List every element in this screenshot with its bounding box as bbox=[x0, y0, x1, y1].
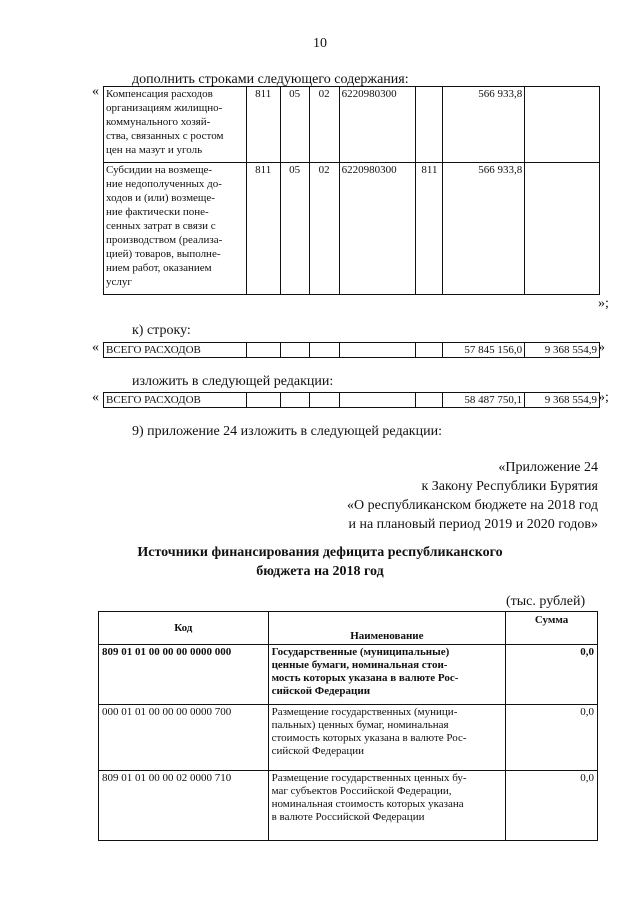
appendix-line-1: «Приложение 24 bbox=[498, 460, 598, 475]
total-label: ВСЕГО РАСХОДОВ bbox=[104, 393, 247, 408]
section-cell: 05 bbox=[280, 163, 309, 295]
budget-rows-table bbox=[103, 86, 600, 295]
code-cell: 809 01 01 00 00 00 0000 000 bbox=[99, 645, 269, 705]
subsection-cell: 02 bbox=[309, 163, 339, 295]
row-name-cell: Субсидии на возмеще- ние недополученных до- ходов и (или) возмеще- ние фактически поне- сенных затрат в связи с производством (реализа- цией) товаров, выполне- нием работ, оказанием услуг bbox=[104, 163, 247, 295]
appendix-line-4: и на плановый период 2019 и 2020 годов» bbox=[348, 517, 598, 532]
name-cell: Размещение государственных ценных бу- маг субъектов Российской Федерации, номинальная стоимость которых указана в валюте Российской Федерации bbox=[268, 771, 506, 841]
table-row bbox=[104, 343, 600, 358]
appendix-line-3: «О республиканском бюджете на 2018 год bbox=[347, 498, 598, 513]
table-row bbox=[99, 771, 598, 841]
open-quote: « bbox=[92, 390, 99, 405]
table-row bbox=[104, 393, 600, 408]
name-cell: Размещение государственных (муници- пальных) ценных бумаг, номинальная стоимость которых указана в валюте Рос- сийской Федерации bbox=[268, 705, 506, 771]
close-quote: »; bbox=[598, 296, 609, 311]
sum-cell: 0,0 bbox=[506, 771, 598, 841]
amount-cell: 566 933,8 bbox=[443, 163, 525, 295]
ministry-cell: 811 bbox=[246, 163, 280, 295]
code-cell: 000 01 01 00 00 00 0000 700 bbox=[99, 705, 269, 771]
total-amount-2: 9 368 554,9 bbox=[525, 393, 600, 408]
section-heading bbox=[0, 543, 640, 581]
units-label: (тыс. рублей) bbox=[506, 594, 586, 609]
total-row-old-table bbox=[103, 342, 600, 358]
page-number: 10 bbox=[313, 36, 327, 51]
extra-cell bbox=[525, 87, 600, 163]
target-cell: 6220980300 bbox=[339, 163, 416, 295]
header-code: Код bbox=[99, 612, 269, 645]
ministry-cell: 811 bbox=[246, 87, 280, 163]
replace-line: изложить в следующей редакции: bbox=[132, 374, 334, 389]
code-cell: 809 01 01 00 00 02 0000 710 bbox=[99, 771, 269, 841]
subsection-cell: 02 bbox=[309, 87, 339, 163]
open-quote: « bbox=[92, 84, 99, 99]
close-quote: »; bbox=[598, 390, 609, 405]
item-k-line: к) строку: bbox=[132, 323, 191, 338]
extra-cell bbox=[525, 163, 600, 295]
total-amount: 57 845 156,0 bbox=[443, 343, 525, 358]
sum-cell: 0,0 bbox=[506, 645, 598, 705]
header-sum: Сумма bbox=[506, 612, 598, 645]
header-name: Наименование bbox=[268, 612, 506, 645]
close-quote: » bbox=[598, 340, 605, 355]
target-cell: 6220980300 bbox=[339, 87, 416, 163]
item-9-line: 9) приложение 24 изложить в следующей редакции: bbox=[132, 424, 442, 439]
table-row bbox=[99, 645, 598, 705]
appendix-block bbox=[347, 458, 598, 534]
total-amount: 58 487 750,1 bbox=[443, 393, 525, 408]
sum-cell: 0,0 bbox=[506, 705, 598, 771]
table-row bbox=[99, 705, 598, 771]
type-cell bbox=[416, 87, 443, 163]
total-label: ВСЕГО РАСХОДОВ bbox=[104, 343, 247, 358]
total-row-new-table bbox=[103, 392, 600, 408]
section-cell: 05 bbox=[280, 87, 309, 163]
amount-cell: 566 933,8 bbox=[443, 87, 525, 163]
table-row bbox=[104, 87, 600, 163]
open-quote: « bbox=[92, 340, 99, 355]
row-name-cell: Компенсация расходов организациям жилищно- коммунального хозяй- ства, связанных с ростом цен на мазут и уголь bbox=[104, 87, 247, 163]
table-row bbox=[104, 163, 600, 295]
intro-line: дополнить строками следующего содержания: bbox=[132, 72, 409, 87]
name-cell: Государственные (муниципальные) ценные бумаги, номинальная стои- мость которых указана в валюте Рос- сийской Федерации bbox=[268, 645, 506, 705]
total-amount-2: 9 368 554,9 bbox=[525, 343, 600, 358]
appendix-line-2: к Закону Республики Бурятия bbox=[421, 479, 598, 494]
table-header-row bbox=[99, 612, 598, 645]
heading-line-2: бюджета на 2018 год bbox=[256, 564, 384, 579]
heading-line-1: Источники финансирования дефицита республиканского bbox=[137, 545, 503, 560]
sources-table bbox=[98, 611, 598, 841]
type-cell: 811 bbox=[416, 163, 443, 295]
